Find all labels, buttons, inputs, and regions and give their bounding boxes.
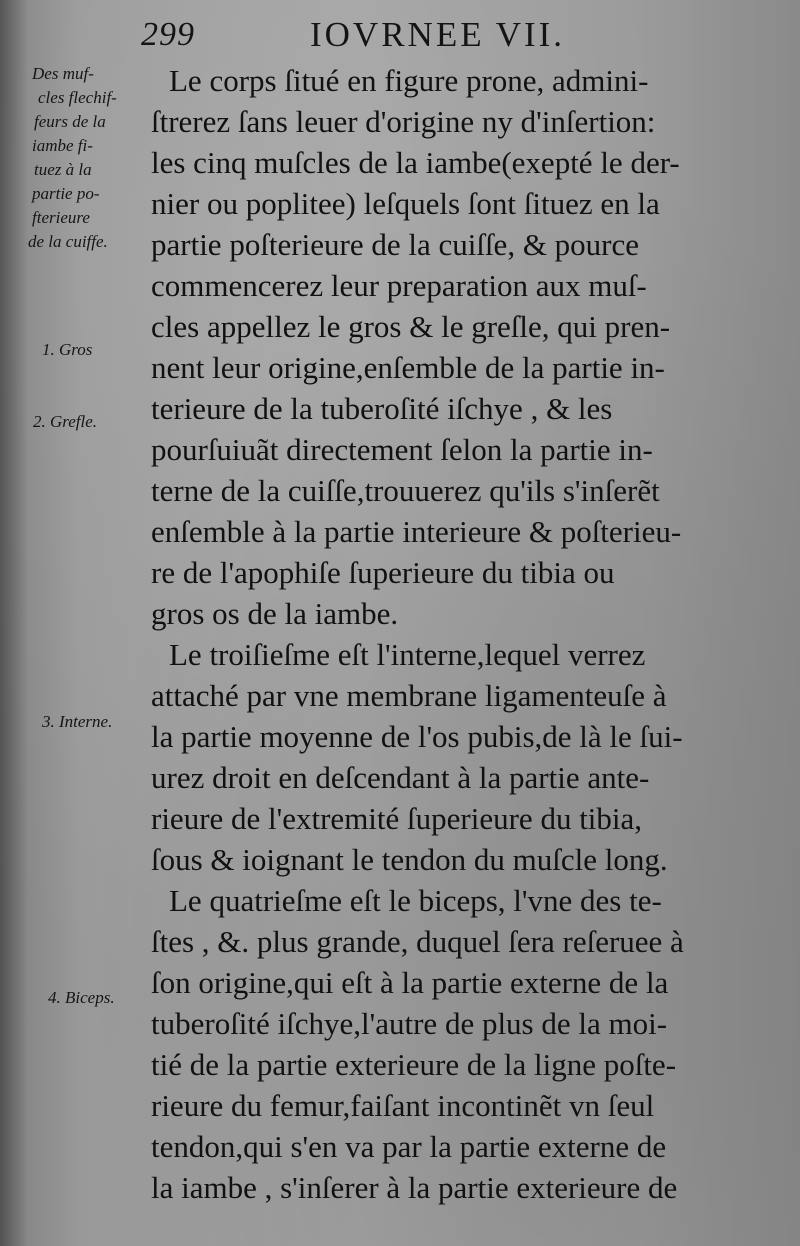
text-line: partie poſterieure de la cuiſſe, & pource	[151, 227, 640, 262]
running-head: IOVRNEE VII.	[310, 15, 566, 54]
text-line: rieure du femur,faiſant incontinẽt vn ſeul	[151, 1088, 655, 1123]
text-line: ſous & ioignant le tendon du muſcle long.	[151, 842, 668, 877]
text-line: Le quatrieſme eſt le biceps, l'vne des te-	[169, 883, 662, 918]
text-line: Le troiſieſme eſt l'interne,lequel verrez	[169, 637, 646, 672]
margin-note-line: de la cuiffe.	[28, 232, 108, 251]
margin-note-line: 4. Biceps.	[48, 988, 115, 1007]
text-line: ſon origine,qui eſt à la partie externe de la	[151, 965, 669, 1000]
text-line: commencerez leur preparation aux muſ-	[151, 268, 647, 303]
margin-note-line: partie po-	[32, 184, 100, 203]
margin-notes	[0, 0, 150, 1246]
text-line: cles appellez le gros & le greſle, qui pren-	[151, 309, 671, 344]
text-line: la iambe , s'inſerer à la partie exterieure de	[151, 1170, 678, 1205]
margin-note-line: feurs de la	[34, 112, 106, 131]
margin-note-line: Des muf-	[32, 64, 94, 83]
text-line: terne de la cuiſſe,trouuerez qu'ils s'inſerẽt	[151, 473, 660, 508]
text-line: terieure de la tuberoſité iſchye , & les	[151, 391, 613, 426]
margin-note-gros	[42, 338, 92, 362]
text-line: gros os de la iambe.	[151, 596, 399, 631]
text-line: nier ou poplitee) leſquels ſont ſituez en la	[151, 186, 660, 221]
text-line: la partie moyenne de l'os pubis,de là le ſui-	[151, 719, 683, 754]
body-text	[151, 60, 763, 1208]
text-line: pourſuiuãt directement ſelon la partie in-	[151, 432, 653, 467]
margin-note-grefle	[33, 410, 97, 434]
text-line: enſemble à la partie interieure & poſterieu-	[151, 514, 682, 549]
text-line: Le corps ſitué en figure prone, admini-	[169, 63, 649, 98]
margin-note-line: cles flechif-	[38, 88, 117, 107]
text-line: attaché par vne membrane ligamenteuſe à	[151, 678, 667, 713]
margin-note-line: 2. Grefle.	[33, 412, 98, 431]
text-line: tendon,qui s'en va par la partie externe de	[151, 1129, 667, 1164]
text-line: tuberoſité iſchye,l'autre de plus de la moi-	[151, 1006, 668, 1041]
text-line: rieure de l'extremité ſuperieure du tibia,	[151, 801, 643, 836]
text-line: tié de la partie exterieure de la ligne poſte-	[151, 1047, 677, 1082]
text-line: les cinq muſcles de la iambe(exepté le der-	[151, 145, 680, 180]
text-line: re de l'apophiſe ſuperieure du tibia ou	[151, 555, 615, 590]
text-line: ſtes , &. plus grande, duquel ſera reſeruee à	[151, 924, 684, 959]
margin-note-interne	[42, 710, 112, 734]
margin-note-biceps	[48, 986, 115, 1010]
margin-note-line: 3. Interne.	[42, 712, 113, 731]
text-line: nent leur origine,enſemble de la partie in-	[151, 350, 665, 385]
margin-note-line: iambe fi-	[32, 136, 93, 155]
margin-note-line: fterieure	[32, 208, 90, 227]
margin-note-title	[24, 62, 117, 254]
page-number: 299	[141, 16, 195, 53]
margin-note-line: tuez à la	[34, 160, 92, 179]
text-line: ſtrerez ſans leuer d'origine ny d'inſertion:	[151, 104, 656, 139]
text-line: urez droit en deſcendant à la partie ante-	[151, 760, 650, 795]
margin-note-line: 1. Gros	[42, 340, 93, 359]
